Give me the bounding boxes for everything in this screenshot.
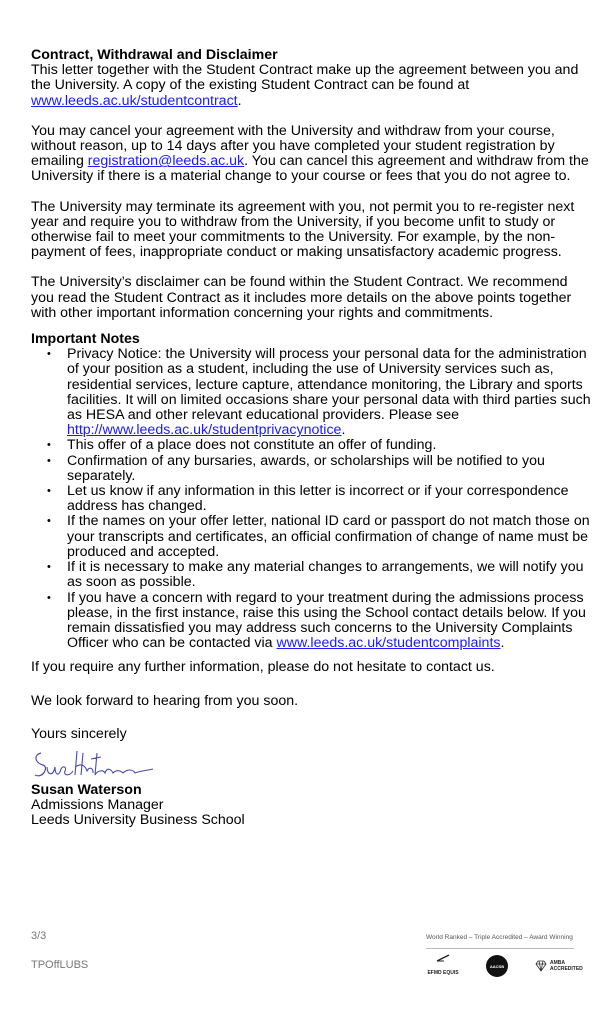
signatory-title: Admissions Manager <box>31 797 164 814</box>
list-item <box>31 484 591 514</box>
contract-paragraph-2 <box>31 124 591 185</box>
list-item <box>31 438 591 453</box>
bullet-icon: • <box>47 454 51 467</box>
list-item <box>31 514 591 560</box>
list-item <box>31 347 591 438</box>
item-end: . <box>341 422 346 439</box>
document-reference: TPOffLUBS <box>31 959 89 971</box>
equis-logo <box>426 951 460 981</box>
signature-image <box>31 745 591 783</box>
bullet-icon: • <box>47 348 51 361</box>
p2-text: You may cancel your agreement with the University and withdraw from your course, without reason, up to 14 days after you have completed your student registration by emailing <box>31 122 555 170</box>
list-item <box>31 560 591 590</box>
bullet-icon: • <box>47 515 51 528</box>
p1-end: . <box>237 92 242 109</box>
equis-logo-text: EFMD EQUIS <box>427 970 459 977</box>
list-item <box>31 454 591 484</box>
complaints-link[interactable]: www.leeds.ac.uk/studentcomplaints <box>276 635 501 652</box>
contract-paragraph-3: The University may terminate its agreement with you, not permit you to re-register next year and require you to withdraw from the University, if you become unfit to study or otherwise fail to meet your commitments to the University. For example, by the non-payment of fees, inappropriate conduct or making unsatisfactory academic progress. <box>31 198 575 261</box>
item-text: If the names on your offer letter, national ID card or passport do not match those on your transcripts and certificates, an official confirmation of change of name must be produced and accepted. <box>67 513 590 560</box>
accreditation-footer <box>426 930 583 979</box>
aacsb-logo-text: AACSB <box>489 963 505 969</box>
item-text: Privacy Notice: the University will process your personal data for the administration of your position as a student, including the use of University services such as, residential services, lecture capture, attendance monitoring, the Library and sports facilities. It will on limited occasions share your personal data with third parties such as HESA and other relevant educational providers. Please see <box>67 346 591 424</box>
letter-page <box>31 48 591 829</box>
registration-email-link[interactable]: registration@leeds.ac.uk <box>87 153 245 170</box>
privacy-notice-link[interactable]: http://www.leeds.ac.uk/studentprivacynotice <box>67 422 342 439</box>
further-info-text: If you require any further information, please do not hesitate to contact us. <box>31 659 495 676</box>
bullet-icon: • <box>47 561 51 574</box>
p2-end: . You can cancel this agreement and withdraw from the University if there is a material change to your course or fees that you do not agree to. <box>31 153 589 185</box>
amba-logo <box>534 960 583 973</box>
signatory-organization: Leeds University Business School <box>31 812 245 829</box>
item-text: Confirmation of any bursaries, awards, or scholarships will be notified to you separately. <box>67 452 545 484</box>
student-contract-link[interactable]: www.leeds.ac.uk/studentcontract <box>31 92 238 109</box>
sign-off: Yours sincerely <box>31 725 127 742</box>
look-forward-text: We look forward to hearing from you soon. <box>31 692 299 709</box>
item-text: This offer of a place does not constitute an offer of funding. <box>67 437 437 454</box>
item-end: . <box>500 635 505 652</box>
bullet-icon: • <box>47 439 51 452</box>
contract-heading: Contract, Withdrawal and Disclaimer <box>31 47 278 63</box>
bullet-icon: • <box>47 591 51 604</box>
aacsb-logo <box>486 955 508 977</box>
bullet-icon: • <box>47 485 51 498</box>
notes-list <box>31 347 591 651</box>
p1-text: This letter together with the Student Contract make up the agreement between you and the University. A copy of the existing Student Contract can be found at <box>31 62 579 94</box>
item-text: Let us know if any information in this letter is incorrect or if your correspondence address has changed. <box>67 483 569 515</box>
contract-paragraph-1 <box>31 63 591 109</box>
list-item <box>31 591 591 652</box>
contract-paragraph-4: The University’s disclaimer can be found within the Student Contract. We recommend you read the Student Contract as it includes more details on the above points together with other important information concerning your rights and commitments. <box>31 274 572 321</box>
notes-heading: Important Notes <box>31 331 140 348</box>
accreditation-tagline: World Ranked – Triple Accredited – Award Winning <box>426 934 573 941</box>
item-text: If you have a concern with regard to your treatment during the admissions process please, in the first instance, raise this using the School contact details below. If you remain dissatisfied you may address such concerns to the University Complaints Officer who can be contacted via <box>67 589 586 652</box>
amba-logo-text: AMBA ACCREDITED <box>550 960 583 973</box>
divider <box>426 948 574 949</box>
signatory-name: Susan Waterson <box>31 781 142 798</box>
page-number: 3/3 <box>31 930 47 942</box>
item-text: If it is necessary to make any material changes to arrangements, we will notify you as soon as possible. <box>67 559 584 591</box>
